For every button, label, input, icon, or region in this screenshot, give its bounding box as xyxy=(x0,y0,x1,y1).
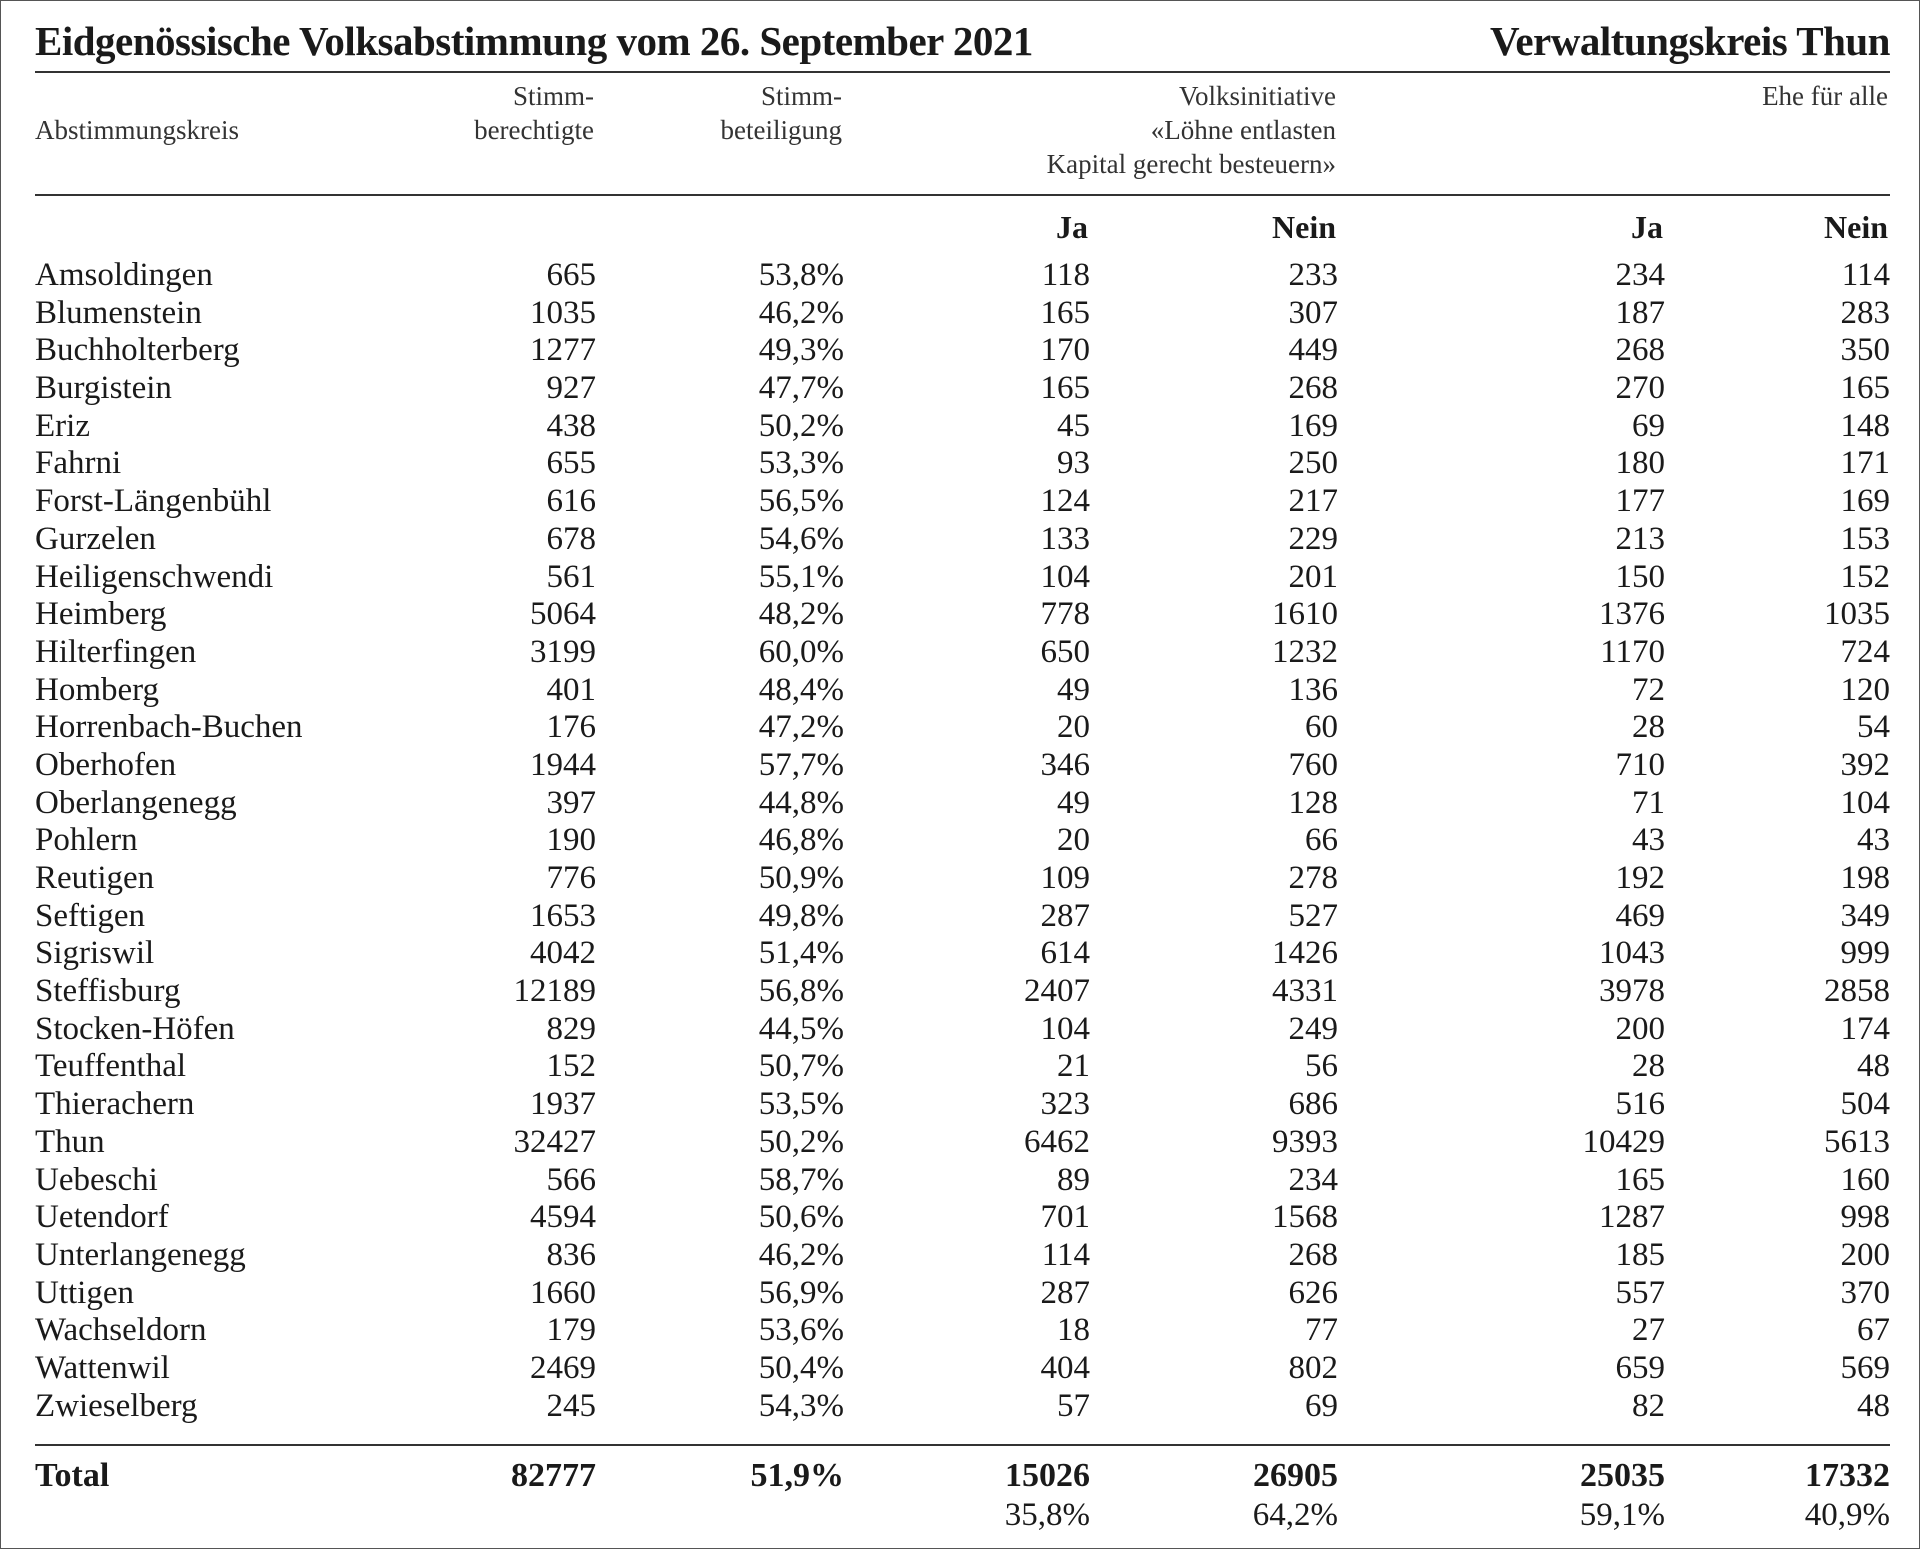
table-row xyxy=(1,257,1920,295)
row-v1-nein: 268 xyxy=(1288,1236,1338,1273)
row-v1-ja: 701 xyxy=(1040,1199,1090,1236)
table-row xyxy=(1,559,1920,597)
table-row xyxy=(1,521,1920,559)
header-v2-line1: Ehe für alle xyxy=(1762,81,1888,111)
row-stimmberechtigte: 927 xyxy=(546,370,596,407)
row-v2-nein: 999 xyxy=(1840,935,1890,972)
row-beteiligung: 50,2% xyxy=(758,1123,844,1160)
table-row xyxy=(1,408,1920,446)
row-v2-nein: 67 xyxy=(1857,1312,1890,1349)
row-name: Homberg xyxy=(35,671,160,708)
row-name: Heiligenschwendi xyxy=(35,558,274,595)
row-beteiligung: 56,8% xyxy=(758,973,844,1010)
row-beteiligung: 46,2% xyxy=(758,1236,844,1273)
total-v2-nein: 17332 xyxy=(1805,1457,1890,1494)
row-v1-ja: 18 xyxy=(1057,1312,1090,1349)
row-v2-nein: 169 xyxy=(1840,483,1890,520)
row-v1-ja: 45 xyxy=(1057,407,1090,444)
row-v2-nein: 148 xyxy=(1840,407,1890,444)
row-v1-ja: 778 xyxy=(1040,596,1090,633)
row-v2-nein: 48 xyxy=(1857,1387,1890,1424)
row-name: Uetendorf xyxy=(35,1199,169,1236)
header-stimmbeteiligung xyxy=(721,79,842,147)
row-v2-nein: 43 xyxy=(1857,822,1890,859)
row-name: Steffisburg xyxy=(35,973,181,1010)
table-row xyxy=(1,898,1920,936)
row-stimmberechtigte: 245 xyxy=(546,1387,596,1424)
row-v1-ja: 21 xyxy=(1057,1048,1090,1085)
row-v2-ja: 1376 xyxy=(1599,596,1665,633)
row-v1-ja: 114 xyxy=(1041,1236,1090,1273)
total-rule xyxy=(35,1444,1890,1446)
header-kreis: Abstimmungskreis xyxy=(35,115,240,145)
row-name: Burgistein xyxy=(35,370,172,407)
row-v1-ja: 89 xyxy=(1057,1161,1090,1198)
row-v1-ja: 6462 xyxy=(1024,1123,1090,1160)
header-v1-line2: «Löhne entlasten xyxy=(1150,115,1336,145)
row-name: Thierachern xyxy=(35,1086,195,1123)
row-beteiligung: 49,8% xyxy=(758,897,844,934)
row-name: Teuffenthal xyxy=(35,1048,187,1085)
row-v2-ja: 1170 xyxy=(1600,633,1665,670)
row-v2-ja: 187 xyxy=(1615,294,1665,331)
row-stimmberechtigte: 4042 xyxy=(530,935,596,972)
header-v2-nein: Nein xyxy=(1824,209,1888,245)
row-v1-nein: 234 xyxy=(1288,1161,1338,1198)
row-beteiligung: 50,7% xyxy=(758,1048,844,1085)
row-stimmberechtigte: 566 xyxy=(546,1161,596,1198)
total-v2-ja-percent: 59,1% xyxy=(1579,1497,1665,1533)
row-v2-nein: 153 xyxy=(1840,520,1890,557)
row-stimmberechtigte: 176 xyxy=(546,709,596,746)
row-name: Wachseldorn xyxy=(35,1312,207,1349)
row-stimmberechtigte: 1660 xyxy=(530,1274,596,1311)
row-v2-ja: 28 xyxy=(1632,709,1665,746)
row-v2-ja: 469 xyxy=(1615,897,1665,934)
row-beteiligung: 44,8% xyxy=(758,784,844,821)
row-v1-ja: 165 xyxy=(1040,370,1090,407)
row-name: Oberlangenegg xyxy=(35,784,237,821)
table-row xyxy=(1,672,1920,710)
row-v2-nein: 504 xyxy=(1840,1086,1890,1123)
row-stimmberechtigte: 179 xyxy=(546,1312,596,1349)
row-name: Sigriswil xyxy=(35,935,155,972)
row-name: Unterlangenegg xyxy=(35,1236,246,1273)
row-stimmberechtigte: 1277 xyxy=(530,332,596,369)
table-row xyxy=(1,1086,1920,1124)
row-v2-nein: 160 xyxy=(1840,1161,1890,1198)
row-v2-nein: 569 xyxy=(1840,1349,1890,1386)
header-beteil-line2: beteiligung xyxy=(720,115,842,145)
row-v1-ja: 49 xyxy=(1057,671,1090,708)
row-beteiligung: 54,6% xyxy=(758,520,844,557)
table-row xyxy=(1,483,1920,521)
table-row xyxy=(1,370,1920,408)
row-v1-nein: 169 xyxy=(1288,407,1338,444)
row-name: Fahrni xyxy=(35,445,122,482)
row-stimmberechtigte: 5064 xyxy=(530,596,596,633)
row-beteiligung: 57,7% xyxy=(758,746,844,783)
row-beteiligung: 58,7% xyxy=(758,1161,844,1198)
row-stimmberechtigte: 1944 xyxy=(530,746,596,783)
row-v2-ja: 1043 xyxy=(1599,935,1665,972)
row-v1-ja: 165 xyxy=(1040,294,1090,331)
row-stimmberechtigte: 829 xyxy=(546,1010,596,1047)
row-v1-ja: 118 xyxy=(1041,257,1090,293)
total-stimmberechtigte: 82777 xyxy=(511,1457,596,1494)
district-title: Verwaltungskreis Thun xyxy=(1489,18,1890,64)
row-v1-nein: 1426 xyxy=(1272,935,1338,972)
row-v1-ja: 650 xyxy=(1040,633,1090,670)
row-name: Horrenbach-Buchen xyxy=(35,709,303,746)
row-v1-nein: 9393 xyxy=(1272,1123,1338,1160)
row-name: Uttigen xyxy=(35,1274,134,1311)
row-v2-ja: 270 xyxy=(1615,370,1665,407)
row-v1-nein: 60 xyxy=(1305,709,1338,746)
row-beteiligung: 60,0% xyxy=(758,633,844,670)
row-stimmberechtigte: 836 xyxy=(546,1236,596,1273)
table-row xyxy=(1,634,1920,672)
table-row xyxy=(1,1350,1920,1388)
row-v2-ja: 150 xyxy=(1615,558,1665,595)
row-v2-nein: 171 xyxy=(1840,445,1890,482)
header-stimm-line1: Stimm- xyxy=(512,81,594,111)
row-v1-ja: 49 xyxy=(1057,784,1090,821)
row-v1-ja: 20 xyxy=(1057,709,1090,746)
row-v1-nein: 1610 xyxy=(1272,596,1338,633)
table-row xyxy=(1,596,1920,634)
row-v2-ja: 234 xyxy=(1615,257,1665,293)
row-v2-ja: 557 xyxy=(1615,1274,1665,1311)
header-stimmberechtigte xyxy=(474,79,594,147)
row-beteiligung: 46,8% xyxy=(758,822,844,859)
row-stimmberechtigte: 32427 xyxy=(513,1123,596,1160)
row-beteiligung: 53,5% xyxy=(758,1086,844,1123)
row-v1-nein: 128 xyxy=(1288,784,1338,821)
row-v2-ja: 69 xyxy=(1632,407,1665,444)
row-v1-ja: 346 xyxy=(1040,746,1090,783)
row-v1-ja: 287 xyxy=(1040,1274,1090,1311)
results-table-body xyxy=(1,257,1920,1425)
row-v2-ja: 3978 xyxy=(1599,973,1665,1010)
row-v1-nein: 56 xyxy=(1305,1048,1338,1085)
row-v1-nein: 686 xyxy=(1288,1086,1338,1123)
row-name: Oberhofen xyxy=(35,746,177,783)
row-beteiligung: 56,5% xyxy=(758,483,844,520)
row-v2-ja: 72 xyxy=(1632,671,1665,708)
table-row xyxy=(1,1199,1920,1237)
row-stimmberechtigte: 4594 xyxy=(530,1199,596,1236)
table-row xyxy=(1,332,1920,370)
table-row xyxy=(1,445,1920,483)
row-v1-ja: 57 xyxy=(1057,1387,1090,1424)
row-v1-nein: 802 xyxy=(1288,1349,1338,1386)
row-beteiligung: 44,5% xyxy=(758,1010,844,1047)
row-beteiligung: 46,2% xyxy=(758,294,844,331)
row-name: Reutigen xyxy=(35,860,155,896)
total-v1-ja: 15026 xyxy=(1005,1457,1090,1494)
row-name: Wattenwil xyxy=(35,1349,170,1386)
table-row xyxy=(1,1388,1920,1426)
header-v1-nein: Nein xyxy=(1272,209,1336,245)
row-name: Forst-Längenbühl xyxy=(35,483,272,520)
row-beteiligung: 50,2% xyxy=(758,407,844,444)
row-v1-nein: 136 xyxy=(1288,671,1338,708)
header-v1-ja: Ja xyxy=(1056,209,1088,245)
row-v2-ja: 659 xyxy=(1615,1349,1665,1386)
row-beteiligung: 53,8% xyxy=(758,257,844,293)
row-name: Stocken-Höfen xyxy=(35,1010,235,1047)
row-v1-nein: 250 xyxy=(1288,445,1338,482)
row-v2-ja: 165 xyxy=(1615,1161,1665,1198)
row-v1-ja: 93 xyxy=(1057,445,1090,482)
row-beteiligung: 50,6% xyxy=(758,1199,844,1236)
row-v1-nein: 449 xyxy=(1288,332,1338,369)
row-beteiligung: 51,4% xyxy=(758,935,844,972)
row-v2-nein: 1035 xyxy=(1824,596,1890,633)
total-v2-nein-percent: 40,9% xyxy=(1804,1497,1890,1533)
row-v2-ja: 268 xyxy=(1615,332,1665,369)
row-stimmberechtigte: 190 xyxy=(546,822,596,859)
table-row xyxy=(1,1237,1920,1275)
total-v1-nein-percent: 64,2% xyxy=(1252,1497,1338,1533)
row-beteiligung: 47,2% xyxy=(758,709,844,746)
row-beteiligung: 48,2% xyxy=(758,596,844,633)
row-beteiligung: 50,4% xyxy=(758,1349,844,1386)
header-beteil-line1: Stimm- xyxy=(760,81,842,111)
row-v2-ja: 180 xyxy=(1615,445,1665,482)
row-stimmberechtigte: 678 xyxy=(546,520,596,557)
row-v2-ja: 71 xyxy=(1632,784,1665,821)
row-stimmberechtigte: 2469 xyxy=(530,1349,596,1386)
header-v2-ja: Ja xyxy=(1631,209,1663,245)
row-beteiligung: 55,1% xyxy=(758,558,844,595)
row-v1-nein: 1568 xyxy=(1272,1199,1338,1236)
row-stimmberechtigte: 655 xyxy=(546,445,596,482)
total-v2-ja: 25035 xyxy=(1580,1457,1665,1494)
row-name: Zwieselberg xyxy=(35,1387,198,1424)
table-row xyxy=(1,1162,1920,1200)
table-row xyxy=(1,1275,1920,1313)
table-row xyxy=(1,1048,1920,1086)
row-v1-nein: 77 xyxy=(1305,1312,1338,1349)
row-v2-ja: 1287 xyxy=(1599,1199,1665,1236)
row-stimmberechtigte: 152 xyxy=(546,1048,596,1085)
row-v2-nein: 370 xyxy=(1840,1274,1890,1311)
row-v2-nein: 114 xyxy=(1841,257,1890,293)
row-v2-nein: 48 xyxy=(1857,1048,1890,1085)
row-v2-ja: 516 xyxy=(1615,1086,1665,1123)
header-v1-line3: Kapital gerecht besteuern» xyxy=(1046,149,1336,179)
total-row xyxy=(1,1457,1920,1495)
row-v2-ja: 43 xyxy=(1632,822,1665,859)
table-row xyxy=(1,785,1920,823)
row-v1-ja: 614 xyxy=(1040,935,1090,972)
row-v1-nein: 229 xyxy=(1288,520,1338,557)
table-row xyxy=(1,935,1920,973)
row-v2-ja: 82 xyxy=(1632,1387,1665,1424)
row-v2-nein: 998 xyxy=(1840,1199,1890,1236)
row-v1-nein: 217 xyxy=(1288,483,1338,520)
row-stimmberechtigte: 12189 xyxy=(513,973,596,1010)
row-stimmberechtigte: 401 xyxy=(546,671,596,708)
row-v1-nein: 527 xyxy=(1288,897,1338,934)
row-v2-nein: 350 xyxy=(1840,332,1890,369)
table-row xyxy=(1,860,1920,898)
row-beteiligung: 48,4% xyxy=(758,671,844,708)
row-stimmberechtigte: 1653 xyxy=(530,897,596,934)
row-v2-nein: 104 xyxy=(1840,784,1890,821)
row-v1-ja: 133 xyxy=(1040,520,1090,557)
header-rule xyxy=(35,194,1890,196)
row-v1-nein: 233 xyxy=(1288,257,1338,293)
row-name: Pohlern xyxy=(35,822,138,859)
row-name: Heimberg xyxy=(35,596,167,633)
row-v2-ja: 10429 xyxy=(1582,1123,1665,1160)
row-v1-ja: 124 xyxy=(1040,483,1090,520)
row-v1-nein: 201 xyxy=(1288,558,1338,595)
row-stimmberechtigte: 665 xyxy=(546,257,596,293)
row-stimmberechtigte: 1035 xyxy=(530,294,596,331)
row-name: Buchholterberg xyxy=(35,332,240,369)
row-v1-ja: 287 xyxy=(1040,897,1090,934)
row-name: Hilterfingen xyxy=(35,633,197,670)
row-v2-nein: 174 xyxy=(1840,1010,1890,1047)
title-rule xyxy=(35,71,1890,73)
row-v1-nein: 69 xyxy=(1305,1387,1338,1424)
row-stimmberechtigte: 616 xyxy=(546,483,596,520)
row-v2-nein: 198 xyxy=(1840,860,1890,896)
row-v1-nein: 249 xyxy=(1288,1010,1338,1047)
total-beteiligung: 51,9% xyxy=(750,1457,844,1494)
row-stimmberechtigte: 3199 xyxy=(530,633,596,670)
row-v1-nein: 1232 xyxy=(1272,633,1338,670)
row-v1-ja: 109 xyxy=(1040,860,1090,896)
row-name: Thun xyxy=(35,1123,105,1160)
row-v2-ja: 185 xyxy=(1615,1236,1665,1273)
row-beteiligung: 47,7% xyxy=(758,370,844,407)
row-stimmberechtigte: 438 xyxy=(546,407,596,444)
row-name: Blumenstein xyxy=(35,294,202,331)
row-beteiligung: 49,3% xyxy=(758,332,844,369)
row-v2-ja: 27 xyxy=(1632,1312,1665,1349)
row-v1-nein: 268 xyxy=(1288,370,1338,407)
row-name: Seftigen xyxy=(35,897,145,934)
row-name: Uebeschi xyxy=(35,1161,158,1198)
row-v1-nein: 626 xyxy=(1288,1274,1338,1311)
row-v2-nein: 2858 xyxy=(1824,973,1890,1010)
header-v1-line1: Volksinitiative xyxy=(1178,81,1336,111)
total-v1-ja-percent: 35,8% xyxy=(1004,1497,1090,1533)
page-title: Eidgenössische Volksabstimmung vom 26. September 2021 xyxy=(35,18,1033,64)
table-row xyxy=(1,1011,1920,1049)
header-stimm-line2: berechtigte xyxy=(474,115,594,145)
row-beteiligung: 53,6% xyxy=(758,1312,844,1349)
row-name: Amsoldingen xyxy=(35,257,213,293)
table-row xyxy=(1,709,1920,747)
table-row xyxy=(1,973,1920,1011)
row-v2-nein: 152 xyxy=(1840,558,1890,595)
row-name: Eriz xyxy=(35,407,90,444)
row-v1-ja: 20 xyxy=(1057,822,1090,859)
total-v1-nein: 26905 xyxy=(1253,1457,1338,1494)
header-vorlage1 xyxy=(1047,79,1336,181)
total-percent-row xyxy=(1,1497,1920,1535)
row-stimmberechtigte: 561 xyxy=(546,558,596,595)
row-v2-nein: 283 xyxy=(1840,294,1890,331)
row-name: Gurzelen xyxy=(35,520,156,557)
row-v2-nein: 200 xyxy=(1840,1236,1890,1273)
row-v2-nein: 54 xyxy=(1857,709,1890,746)
row-stimmberechtigte: 397 xyxy=(546,784,596,821)
row-v2-ja: 28 xyxy=(1632,1048,1665,1085)
row-beteiligung: 50,9% xyxy=(758,860,844,896)
row-v2-ja: 213 xyxy=(1615,520,1665,557)
row-beteiligung: 54,3% xyxy=(758,1387,844,1424)
row-v1-ja: 104 xyxy=(1040,558,1090,595)
row-v2-nein: 724 xyxy=(1840,633,1890,670)
table-row xyxy=(1,1124,1920,1162)
row-v2-ja: 710 xyxy=(1615,746,1665,783)
table-row xyxy=(1,822,1920,860)
row-v1-nein: 66 xyxy=(1305,822,1338,859)
header-vorlage2 xyxy=(1762,79,1888,113)
row-v2-nein: 349 xyxy=(1840,897,1890,934)
row-v1-ja: 323 xyxy=(1040,1086,1090,1123)
table-row xyxy=(1,747,1920,785)
row-v1-ja: 104 xyxy=(1040,1010,1090,1047)
row-v2-nein: 5613 xyxy=(1824,1123,1890,1160)
row-v2-ja: 200 xyxy=(1615,1010,1665,1047)
row-v2-ja: 177 xyxy=(1615,483,1665,520)
title-bar xyxy=(35,15,1890,67)
row-v1-nein: 278 xyxy=(1288,860,1338,896)
row-v2-ja: 192 xyxy=(1615,860,1665,896)
row-v1-ja: 170 xyxy=(1040,332,1090,369)
table-row xyxy=(1,1312,1920,1350)
row-beteiligung: 53,3% xyxy=(758,445,844,482)
row-v1-ja: 404 xyxy=(1040,1349,1090,1386)
row-v2-nein: 165 xyxy=(1840,370,1890,407)
row-v2-nein: 120 xyxy=(1840,671,1890,708)
row-v1-nein: 4331 xyxy=(1272,973,1338,1010)
row-stimmberechtigte: 776 xyxy=(546,860,596,896)
table-row xyxy=(1,295,1920,333)
row-v1-nein: 307 xyxy=(1288,294,1338,331)
total-label: Total xyxy=(35,1457,110,1494)
row-stimmberechtigte: 1937 xyxy=(530,1086,596,1123)
row-v2-nein: 392 xyxy=(1840,746,1890,783)
row-beteiligung: 56,9% xyxy=(758,1274,844,1311)
row-v1-ja: 2407 xyxy=(1024,973,1090,1010)
row-v1-nein: 760 xyxy=(1288,746,1338,783)
